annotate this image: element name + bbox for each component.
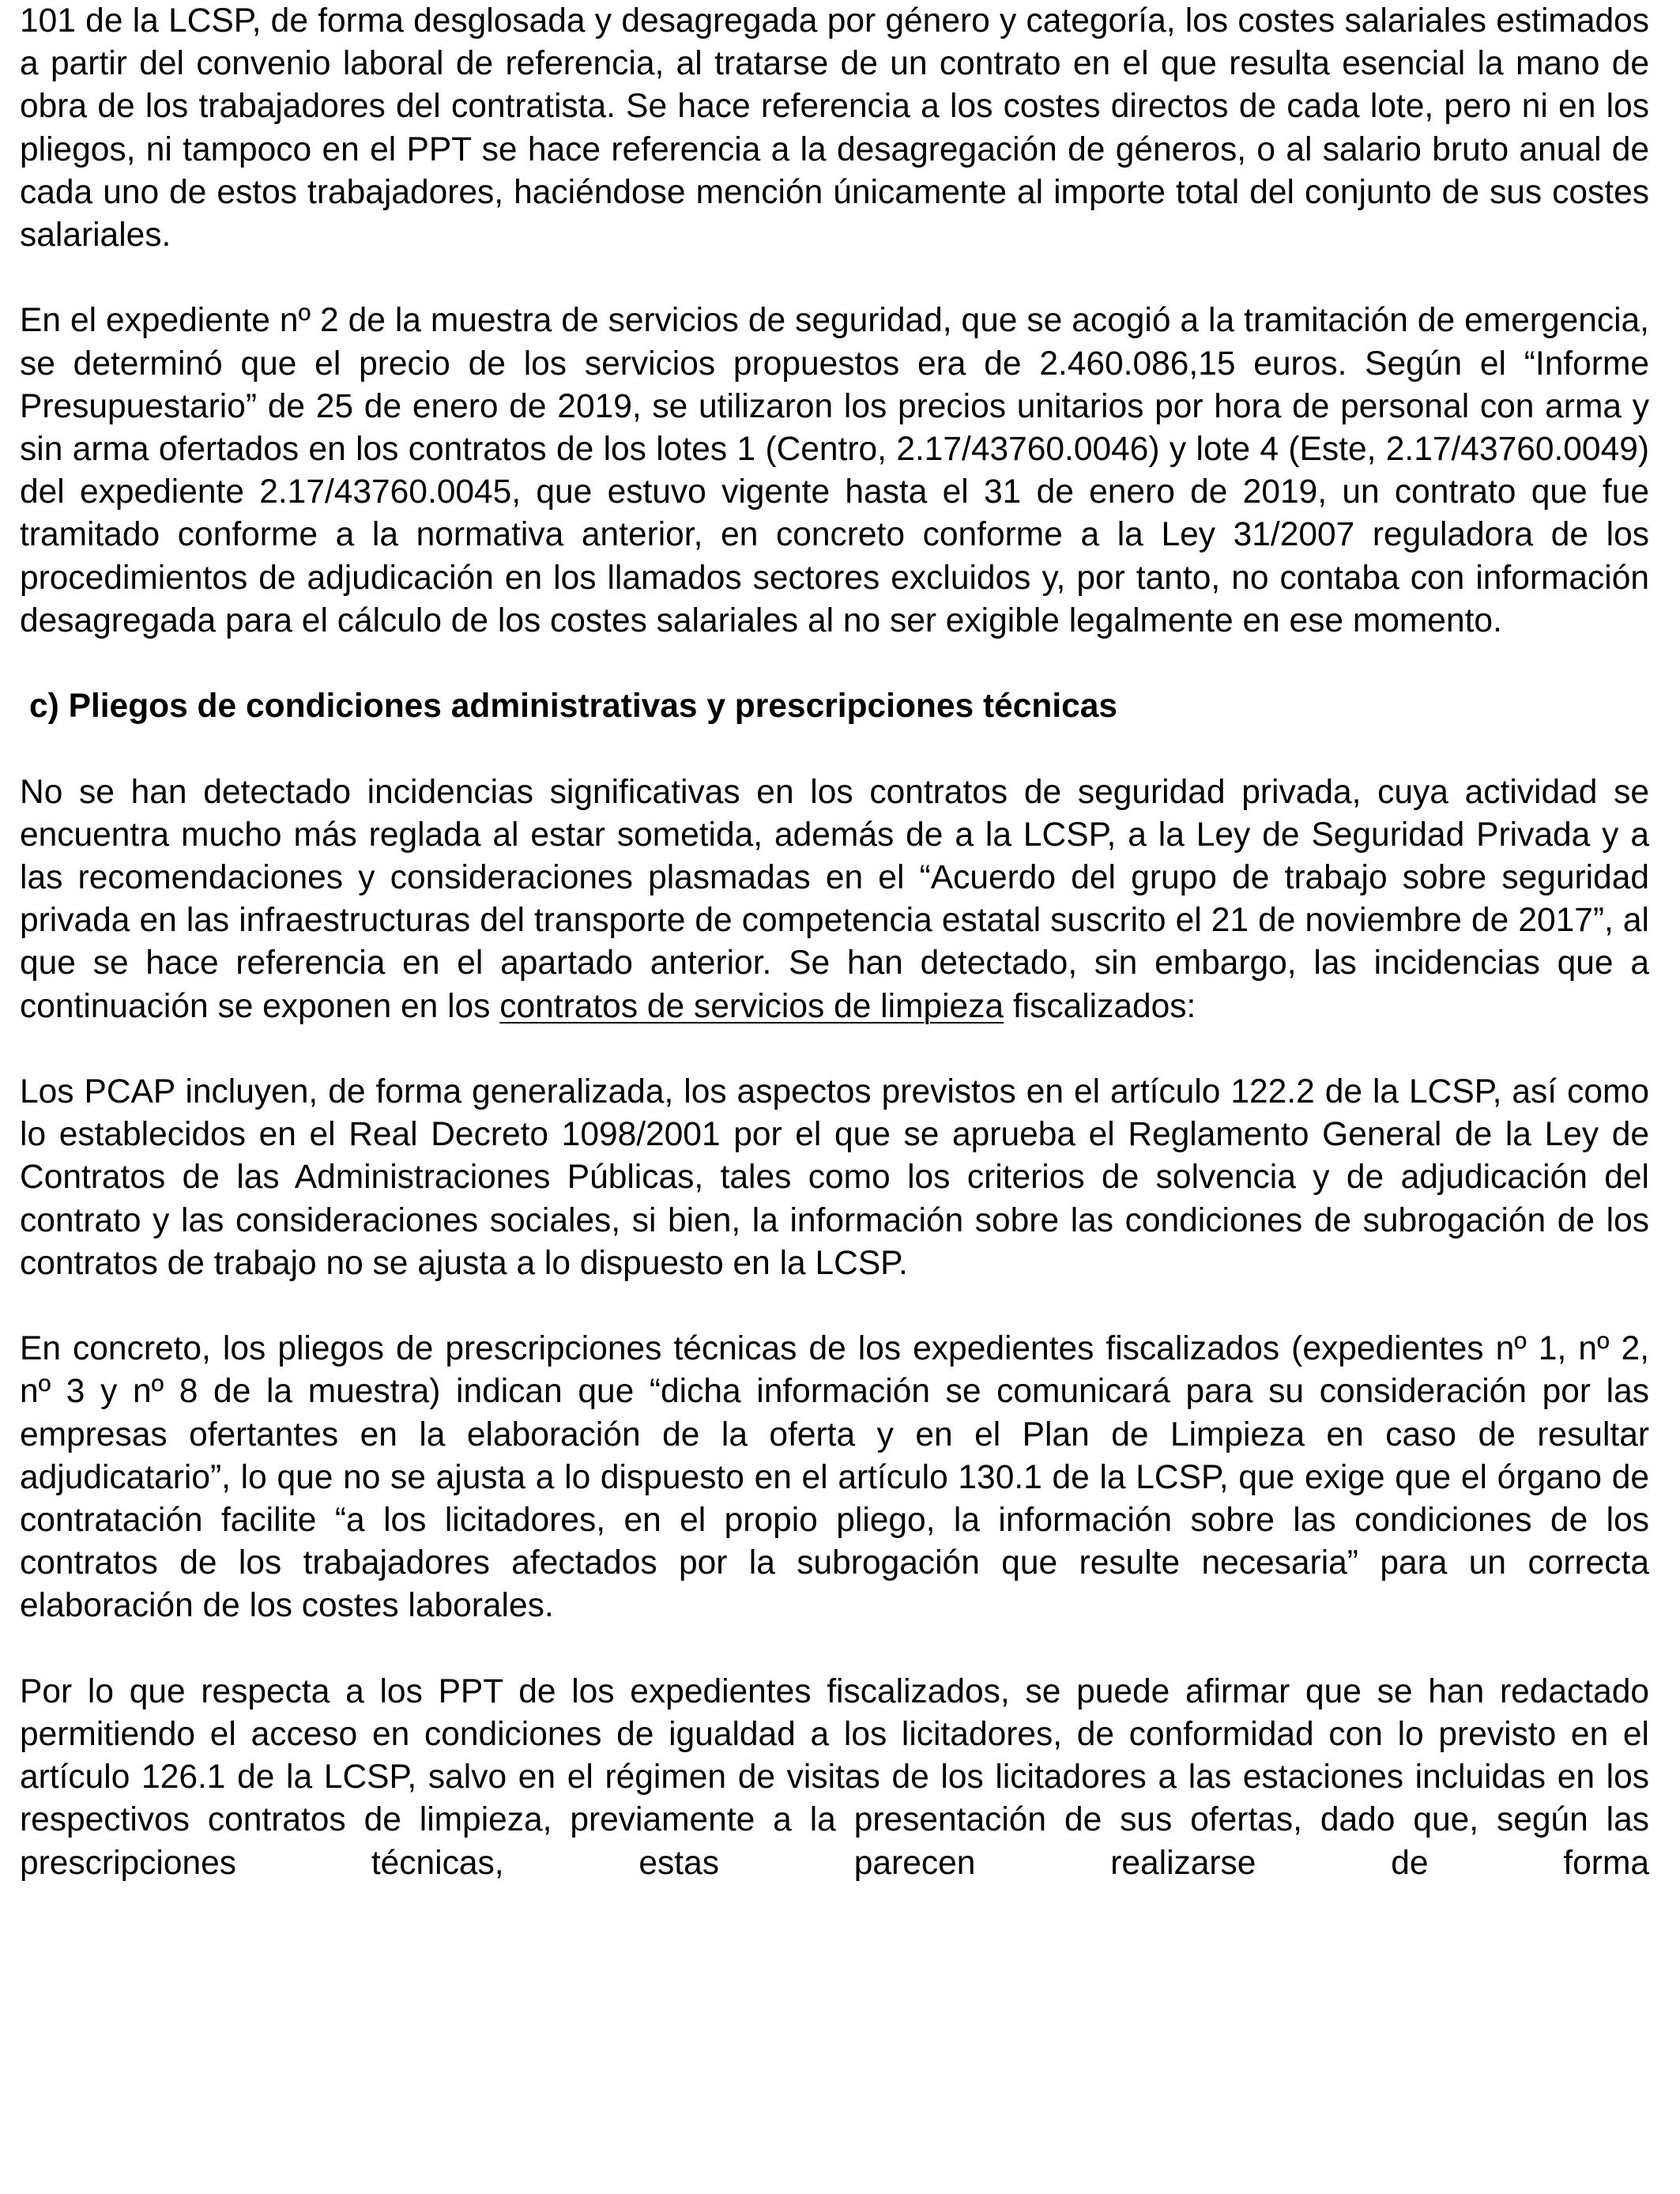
document-page <box>20 0 1649 2194</box>
paragraph-spacer <box>20 1285 1649 1328</box>
underlined-contratos-limpieza: contratos de servicios de limpieza <box>499 987 1004 1025</box>
paragraph-incidencias-text: No se han detectado incidencias significativas en los contratos de seguridad privada, cuya actividad se encuentra mucho más reglada al estar sometida, además de a la LCSP, a la Ley de Seguridad Privada y a las recomendaciones y consideraciones plasmadas en el “Acuerdo del grupo de trabajo sobre seguridad privada en las infraestructuras del transporte de competencia estatal suscrito el 21 de noviembre de 2017”, al que se hace referencia en el apartado anterior. Se han detectado, sin embargo, las incidencias que a continuación se exponen en los <box>20 773 1649 1025</box>
paragraph-spacer <box>20 643 1649 685</box>
paragraph-ppt-visitas: Por lo que respecta a los PPT de los expedientes fiscalizados, se puede afirmar que se han redactado permitiendo el acceso en condiciones de igualdad a los licitadores, de conformidad con lo previsto en el artículo 126.1 de la LCSP, salvo en el régimen de visitas de los licitadores a las estaciones incluidas en los respectivos contratos de limpieza, previamente a la presentación de sus ofertas, dado que, según las prescripciones técnicas, estas parecen realizarse de forma <box>20 1672 1649 1882</box>
paragraph-expediente-seguridad: En el expediente nº 2 de la muestra de servicios de seguridad, que se acogió a la tramitación de emergencia, se determinó que el precio de los servicios propuestos era de 2.460.086,15 euros. Según el “Informe Presupuestario” de 25 de enero de 2019, se utilizaron los precios unitarios por hora de personal con arma y sin arma ofertados en los contratos de los lotes 1 (Centro, 2.17/43760.0046) y lote 4 (Este, 2.17/43760.0049) del expediente 2.17/43760.0045, que estuvo vigente hasta el 31 de enero de 2019, un contrato que fue tramitado conforme a la normativa anterior, en concreto conforme a la Ley 31/2007 reguladora de los procedimientos de adjudicación en los llamados sectores excluidos y, por tanto, no contaba con información desagregada para el cálculo de los costes salariales al no ser exigible legalmente en ese momento. <box>20 302 1649 639</box>
section-heading: c) Pliegos de condiciones administrativas y prescripciones técnicas <box>29 688 1118 726</box>
paragraph-pliegos-prescripciones: En concreto, los pliegos de prescripciones técnicas de los expedientes fiscalizados (expedientes nº 1, nº 2, nº 3 y nº 8 de la muestra) indican que “dicha información se comunicará para su consideración por las empresas ofertantes en la elaboración de la oferta y en el Plan de Limpieza en caso de resultar adjudicatario”, lo que no se ajusta a lo dispuesto en el artículo 130.1 de la LCSP, que exige que el órgano de contratación facilite “a los licitadores, en el propio pliego, la información sobre las condiciones de los contratos de los trabajadores afectados por la subrogación que resulte necesaria” para un correcta elaboración de los costes laborales. <box>20 1330 1649 1625</box>
paragraph-spacer <box>20 1628 1649 1671</box>
paragraph-pcap: Los PCAP incluyen, de forma generalizada, los aspectos previstos en el artículo 122.2 de la LCSP, así como lo establecidos en el Real Decreto 1098/2001 por el que se aprueba el Reglamento General de la Ley de Contratos de las Administraciones Públicas, tales como los criterios de solvencia y de adjudicación del contrato y las consideraciones sociales, si bien, la información sobre las condiciones de subrogación de los contratos de trabajo no se ajusta a lo dispuesto en la LCSP. <box>20 1073 1649 1282</box>
paragraph-incidencias <box>20 771 1649 1028</box>
paragraph-incidencias-end: fiscalizados: <box>1004 987 1196 1025</box>
paragraph-costes-salariales: 101 de la LCSP, de forma desglosada y desagregada por género y categoría, los costes salariales estimados a partir del convenio laboral de referencia, al tratarse de un contrato en el que resulta esencial la mano de obra de los trabajadores del contratista. Se hace referencia a los costes directos de cada lote, pero ni en los pliegos, ni tampoco en el PPT se hace referencia a la desagregación de géneros, o al salario bruto anual de cada uno de estos trabajadores, haciéndose mención únicamente al importe total del conjunto de sus costes salariales. <box>20 2 1649 254</box>
paragraph-spacer <box>20 1028 1649 1071</box>
paragraph-spacer <box>20 257 1649 300</box>
paragraph-spacer <box>20 728 1649 771</box>
